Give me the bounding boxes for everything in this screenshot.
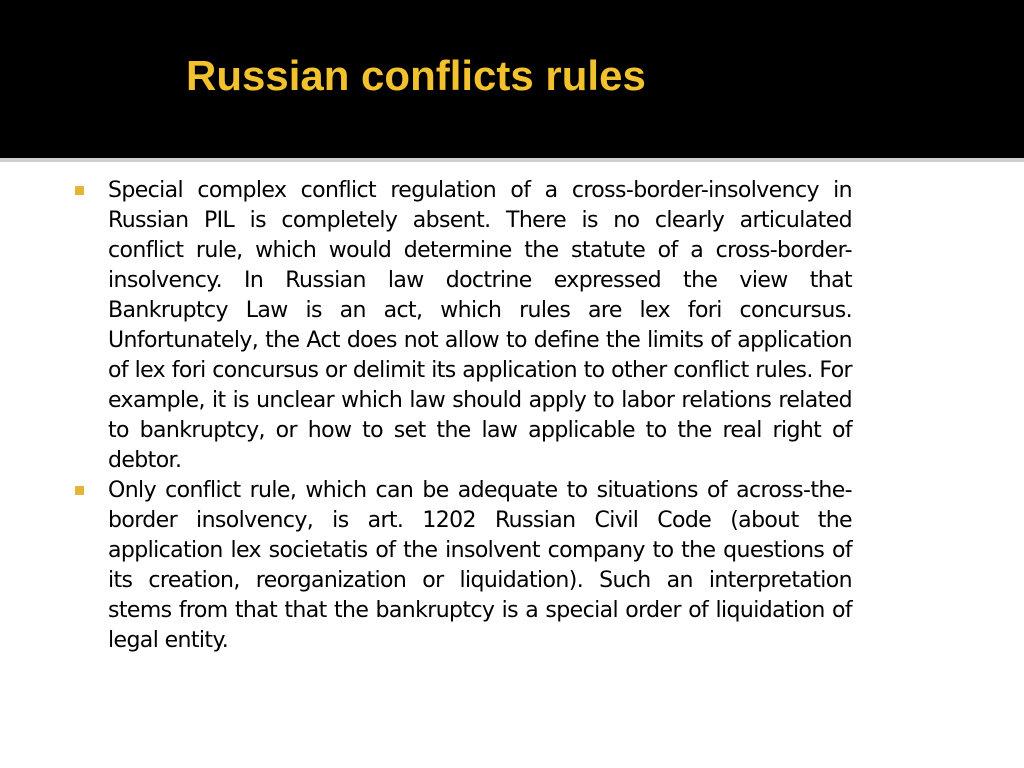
bullet-item-2 <box>72 476 852 656</box>
title-bar <box>0 0 1024 158</box>
bullet-list <box>72 176 852 656</box>
bullet-text-1: Special complex conflict regulation of a cross-border-insolvency in Russian PIL is completely absent. There is no clearly articulated conflict rule, which would determine the statute of a cross-border-insolvency. In Russian law doctrine expressed the view that Bankruptcy Law is an act, which rules are lex fori concursus. Unfortunately, the Act does not allow to define the limits of application of lex fori concursus or delimit its application to other conflict rules. For example, it is unclear which law should apply to labor relations related to bankruptcy, or how to set the law applicable to the real right of debtor. <box>108 178 852 473</box>
slide-content <box>0 162 1024 768</box>
square-bullet-icon <box>75 486 84 495</box>
slide-title: Russian conflicts rules <box>186 52 646 99</box>
square-bullet-icon <box>75 186 84 195</box>
bullet-text-2: Only conflict rule, which can be adequate to situations of across-the-border insolvency, is art. 1202 Russian Civil Code (about the application lex societatis of the insolvent company to the questions of its creation, reorganization or liquidation). Such an interpretation stems from that that the bankruptcy is a special order of liquidation of legal entity. <box>108 478 852 653</box>
bullet-item-1 <box>72 176 852 476</box>
